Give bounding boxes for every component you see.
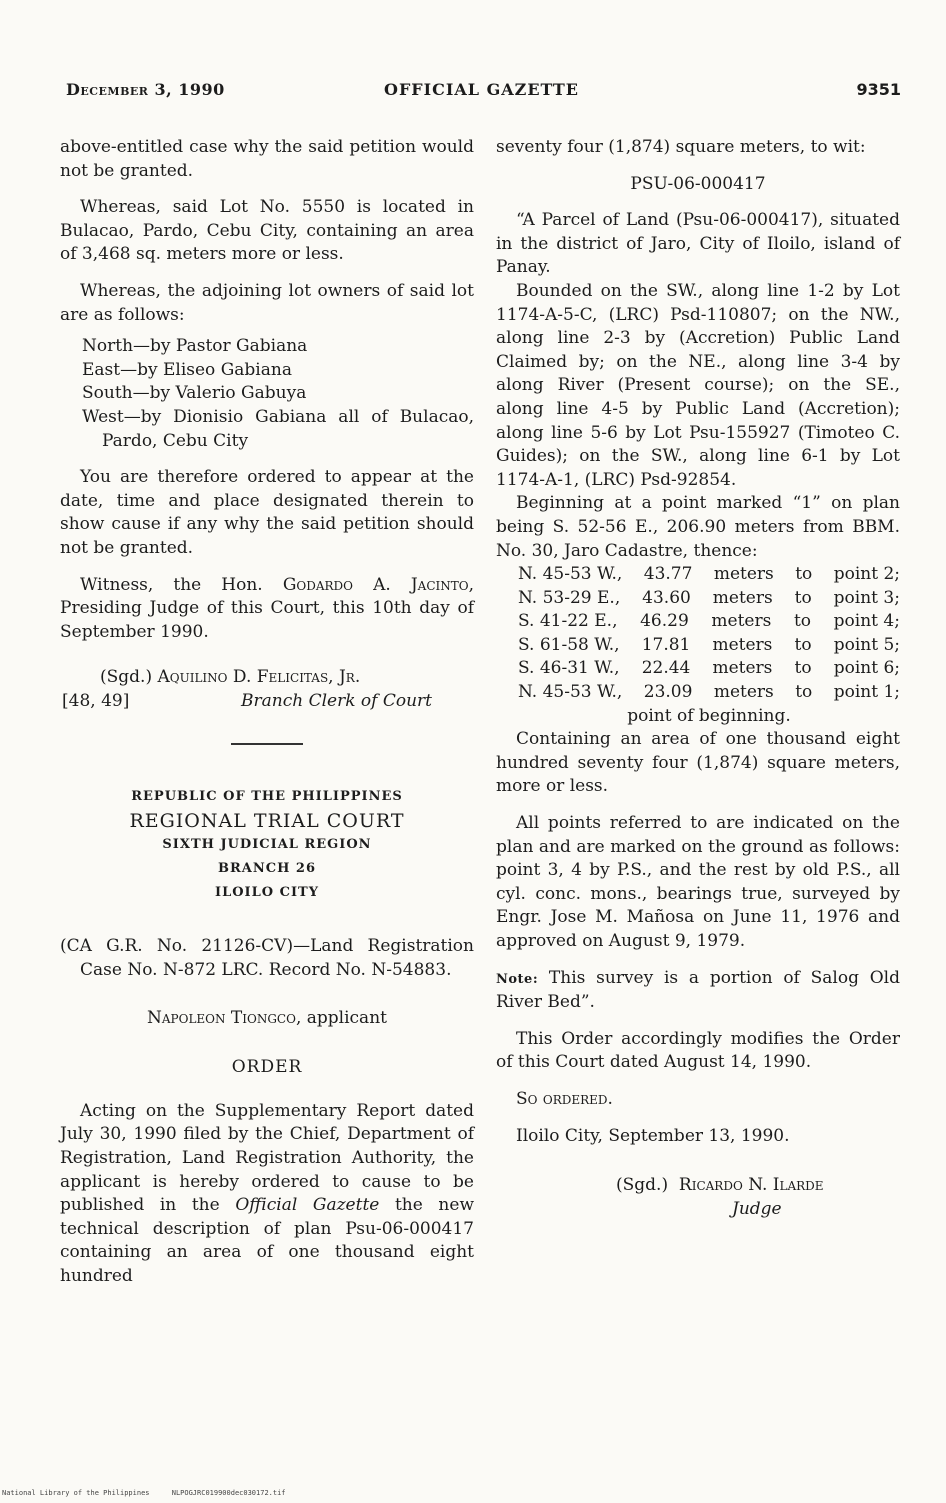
course-point: point 4; bbox=[833, 611, 900, 632]
course-to: to bbox=[794, 658, 812, 679]
course-bearing: S. 61-58 W., bbox=[518, 634, 620, 655]
witness-judge-name: Godardo A. Jacinto, bbox=[282, 574, 474, 595]
clerk-signature-line bbox=[100, 666, 474, 690]
beginning-paragraph: Beginning at a point marked “1” on plan being S. 52-56 E., 206.90 meters from BBM. No. 30, Jaro Cadastre, thence: bbox=[496, 493, 900, 561]
order-body-gazette: Official Gazette bbox=[235, 1195, 380, 1216]
course-to: to bbox=[794, 634, 812, 655]
judge-signature-block bbox=[496, 1174, 900, 1221]
case-reference: (CA G.R. No. 21126-CV)—Land Registration Case No. N-872 LRC. Record No. N-54883. bbox=[60, 936, 474, 981]
course-bearing: S. 46-31 W., bbox=[518, 658, 620, 679]
header-date: December 3, 1990 bbox=[66, 80, 225, 99]
applicant-line bbox=[60, 1007, 474, 1031]
section-divider bbox=[231, 743, 303, 745]
course-row bbox=[518, 610, 900, 634]
order-to-appear-paragraph: You are therefore ordered to appear at the date, time and place designated therein to show cause if any why the said petition should not be granted. bbox=[60, 467, 474, 558]
clerk-signature-block bbox=[60, 666, 474, 713]
course-point: point 6; bbox=[833, 658, 900, 679]
owner-north: North—by Pastor Gabiana bbox=[82, 336, 308, 357]
order-body-paragraph bbox=[60, 1100, 474, 1289]
clerk-title-line bbox=[62, 690, 472, 714]
right-column bbox=[496, 136, 900, 1221]
order-body-part1: Acting on the Supplementary Report dated July 30, 1990 filed by the Chief, Department of Registration, Land Registration Authority, the applicant is hereby ordered to cause to be published in the bbox=[60, 1100, 474, 1216]
course-end: point of beginning. bbox=[627, 705, 791, 726]
course-point: point 5; bbox=[833, 634, 900, 655]
course-unit: meters bbox=[713, 682, 774, 703]
course-distance: 23.09 bbox=[643, 682, 693, 703]
scan-footer bbox=[2, 1489, 304, 1497]
left-column bbox=[60, 136, 474, 1289]
continuation-paragraph: seventy four (1,874) square meters, to wit: bbox=[496, 137, 866, 157]
course-row bbox=[518, 681, 900, 705]
course-row bbox=[518, 563, 900, 587]
court-region: SIXTH JUDICIAL REGION bbox=[162, 837, 372, 853]
judge-sgd: (Sgd.) bbox=[616, 1175, 669, 1196]
order-body-part2: the new technical description of plan Psu-06-000417 containing an area of one thousand eight hundred bbox=[60, 1195, 474, 1286]
note-paragraph bbox=[496, 967, 900, 1015]
course-distance: 43.60 bbox=[642, 587, 691, 608]
note-text: This survey is a portion of Salog Old River Bed”. bbox=[496, 967, 900, 1013]
course-distance: 17.81 bbox=[641, 634, 691, 655]
owner-west: West—by Dionisio Gabiana all of Bulacao, Pardo, Cebu City bbox=[82, 406, 474, 451]
course-unit: meters bbox=[712, 587, 773, 608]
course-bearing: S. 41-22 E., bbox=[518, 611, 618, 632]
course-distance: 46.29 bbox=[640, 611, 689, 632]
course-unit: meters bbox=[712, 634, 773, 655]
plan-title: PSU-06-000417 bbox=[630, 173, 766, 194]
course-unit: meters bbox=[712, 658, 773, 679]
applicant-name: Napoleon Tiongco, bbox=[147, 1007, 302, 1028]
footer-file: NLPOGJRC019900dec030172.tif bbox=[171, 1489, 286, 1497]
course-unit: meters bbox=[713, 564, 774, 585]
clerk-sgd: (Sgd.) bbox=[100, 667, 153, 688]
course-point: point 2; bbox=[833, 564, 900, 585]
whereas-adjoining-paragraph: Whereas, the adjoining lot owners of said lot are as follows: bbox=[60, 280, 474, 325]
course-bearing: N. 45-53 W., bbox=[518, 564, 623, 585]
header-publication: OFFICIAL GAZETTE bbox=[384, 80, 579, 99]
course-point: point 3; bbox=[833, 587, 900, 608]
applicant-role: applicant bbox=[306, 1007, 387, 1028]
clerk-ref: [48, 49] bbox=[62, 690, 130, 711]
bounded-paragraph: Bounded on the SW., along line 1-2 by Lot 1174-A-5-C, (LRC) Psd-110807; on the NW., along line 2-3 by (Accretion) Public Land Claimed by; on the NE., along line 3-4 by along River (Present course); on the SE., along line 4-5 by Public Land (Accretion); along line 5-6 by Lot Psu-155927 (Timoteo C. Guides); on the SW., along line 6-1 by Lot 1174-A-1, (LRC) Psd-92854. bbox=[496, 280, 900, 490]
course-row bbox=[518, 634, 900, 658]
course-point: point 1; bbox=[833, 682, 900, 703]
court-branch: BRANCH 26 bbox=[217, 861, 316, 877]
course-row bbox=[518, 657, 900, 681]
modifies-paragraph: This Order accordingly modifies the Order of this Court dated August 14, 1990. bbox=[496, 1028, 900, 1073]
containing-paragraph: Containing an area of one thousand eight hundred seventy four (1,874) square meters, more or less. bbox=[496, 729, 900, 797]
course-unit: meters bbox=[711, 611, 772, 632]
judge-signature-line bbox=[616, 1174, 900, 1198]
owner-south: South—by Valerio Gabuya bbox=[82, 383, 307, 404]
header-page-number: 9351 bbox=[856, 80, 901, 99]
judge-title: Judge bbox=[732, 1198, 782, 1219]
course-to: to bbox=[793, 611, 812, 632]
course-row bbox=[518, 587, 900, 611]
whereas-location-paragraph: Whereas, said Lot No. 5550 is located in Bulacao, Pardo, Cebu City, containing an area of 3,468 sq. meters more or less. bbox=[60, 197, 474, 265]
course-distance: 22.44 bbox=[641, 658, 691, 679]
points-paragraph: All points referred to are indicated on the plan and are marked on the ground as follows: point 3, 4 by P.S., and the rest by old P.S., all cyl. conc. mons., bearings true, surveyed by Engr. Jose M. Mañosa on June 11, 1976 and approved on August 9, 1979. bbox=[496, 813, 900, 951]
court-city: ILOILO CITY bbox=[215, 885, 319, 901]
course-distance: 43.77 bbox=[643, 564, 693, 585]
course-bearing: N. 53-29 E., bbox=[518, 587, 621, 608]
course-list bbox=[496, 563, 900, 728]
judge-name: Ricardo N. Ilarde bbox=[678, 1175, 824, 1196]
court-name: REGIONAL TRIAL COURT bbox=[129, 810, 405, 833]
witness-prefix: Witness, the Hon. bbox=[80, 574, 263, 595]
note-label: Note: bbox=[496, 971, 539, 987]
witness-paragraph bbox=[60, 574, 474, 645]
place-date: Iloilo City, September 13, 1990. bbox=[516, 1125, 790, 1146]
footer-library: National Library of the Philippines bbox=[2, 1489, 150, 1497]
course-to: to bbox=[795, 682, 813, 703]
owner-east: East—by Eliseo Gabiana bbox=[82, 359, 292, 380]
clerk-title: Branch Clerk of Court bbox=[241, 690, 432, 711]
course-to: to bbox=[794, 587, 812, 608]
intro-paragraph: above-entitled case why the said petition would not be granted. bbox=[60, 137, 474, 181]
court-republic: REPUBLIC OF THE PHILIPPINES bbox=[131, 789, 403, 805]
court-heading bbox=[60, 785, 474, 905]
so-ordered: So ordered. bbox=[516, 1088, 613, 1109]
course-to: to bbox=[795, 564, 813, 585]
adjoining-owners-list bbox=[60, 335, 474, 453]
clerk-name: Aquilino D. Felicitas, Jr. bbox=[157, 667, 361, 688]
witness-suffix: Presiding Judge of this Court, this 10th day of September 1990. bbox=[60, 598, 474, 642]
order-title: ORDER bbox=[231, 1057, 303, 1078]
parcel-paragraph: “A Parcel of Land (Psu-06-000417), situated in the district of Jaro, City of Iloilo, island of Panay. bbox=[496, 210, 900, 278]
course-bearing: N. 45-53 W., bbox=[518, 682, 623, 703]
